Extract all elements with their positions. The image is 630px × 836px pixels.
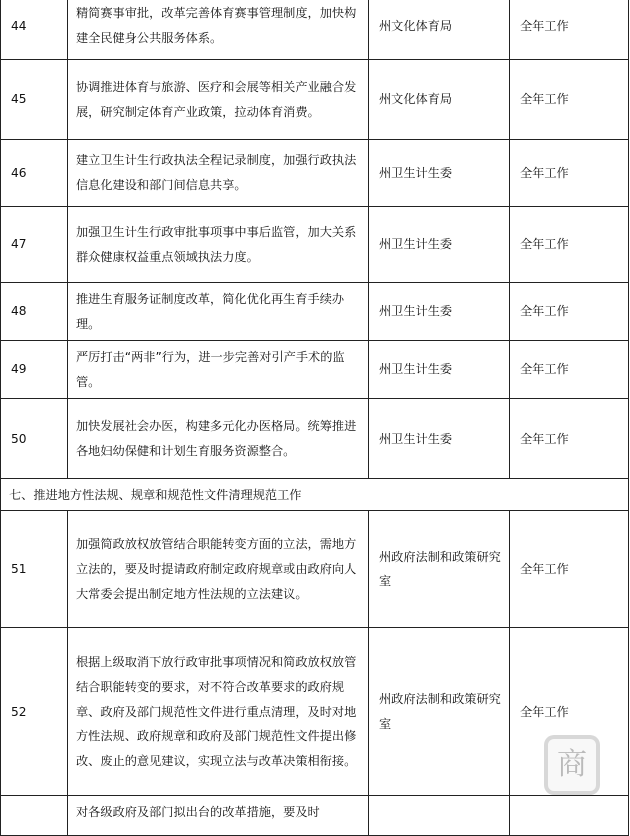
section-heading: 七、推进地方性法规、规章和规范性文件清理规范工作: [1, 479, 629, 511]
timeline: 全年工作: [510, 283, 629, 341]
responsible-department: 州文化体育局: [369, 60, 510, 140]
table-row: [1, 341, 629, 399]
task-content: 推进生育服务证制度改革，简化优化再生育手续办理。: [68, 283, 369, 341]
task-content: 精简赛事审批，改革完善体育赛事管理制度，加快构建全民健身公共服务体系。: [68, 0, 369, 60]
timeline: 全年工作: [510, 341, 629, 399]
responsible-department: 州卫生计生委: [369, 140, 510, 207]
timeline: 全年工作: [510, 0, 629, 60]
task-content: 加快发展社会办医，构建多元化办医格局。统筹推进各地妇幼保健和计划生育服务资源整合。: [68, 399, 369, 479]
table-row: [1, 60, 629, 140]
responsible-department: 州卫生计生委: [369, 341, 510, 399]
row-number: [1, 796, 68, 836]
table-row: [1, 207, 629, 283]
timeline: 全年工作: [510, 207, 629, 283]
timeline: [510, 796, 629, 836]
table-row: [1, 796, 629, 836]
row-number: 48: [1, 283, 68, 341]
row-number: 45: [1, 60, 68, 140]
table-row: [1, 628, 629, 796]
responsible-department: [369, 796, 510, 836]
timeline: 全年工作: [510, 140, 629, 207]
task-content: 严厉打击“两非”行为，进一步完善对引产手术的监管。: [68, 341, 369, 399]
responsible-department: 州政府法制和政策研究室: [369, 628, 510, 796]
task-content: 协调推进体育与旅游、医疗和会展等相关产业融合发展，研究制定体育产业政策，拉动体育消费。: [68, 60, 369, 140]
task-content: 根据上级取消下放行政审批事项情况和简政放权放管结合职能转变的要求，对不符合改革要求的政府规章、政府及部门规范性文件进行重点清理，及时对地方性法规、政府规章和政府及部门规范性文件提出修改、废止的意见建议，实现立法与改革决策相衔接。: [68, 628, 369, 796]
task-content: 建立卫生计生行政执法全程记录制度，加强行政执法信息化建设和部门间信息共享。: [68, 140, 369, 207]
table-row: [1, 140, 629, 207]
responsible-department: 州卫生计生委: [369, 399, 510, 479]
task-content: 加强简政放权放管结合职能转变方面的立法，需地方立法的，要及时提请政府制定政府规章或由政府向人大常委会提出制定地方性法规的立法建议。: [68, 511, 369, 628]
timeline: 全年工作: [510, 60, 629, 140]
row-number: 44: [1, 0, 68, 60]
table-row: [1, 283, 629, 341]
row-number: 52: [1, 628, 68, 796]
section-row: [1, 479, 629, 511]
task-content: 加强卫生计生行政审批事项事中事后监管，加大关系群众健康权益重点领域执法力度。: [68, 207, 369, 283]
row-number: 51: [1, 511, 68, 628]
timeline: 全年工作: [510, 511, 629, 628]
row-number: 50: [1, 399, 68, 479]
row-number: 49: [1, 341, 68, 399]
timeline: 全年工作: [510, 628, 629, 796]
table-row: [1, 399, 629, 479]
row-number: 46: [1, 140, 68, 207]
row-number: 47: [1, 207, 68, 283]
responsible-department: 州政府法制和政策研究室: [369, 511, 510, 628]
responsible-department: 州卫生计生委: [369, 207, 510, 283]
responsible-department: 州文化体育局: [369, 0, 510, 60]
watermark-logo-icon: 商: [544, 735, 600, 795]
task-content: 对各级政府及部门拟出台的改革措施，要及时: [68, 796, 369, 836]
timeline: 全年工作: [510, 399, 629, 479]
table-row: [1, 0, 629, 60]
table-row: [1, 511, 629, 628]
responsible-department: 州卫生计生委: [369, 283, 510, 341]
